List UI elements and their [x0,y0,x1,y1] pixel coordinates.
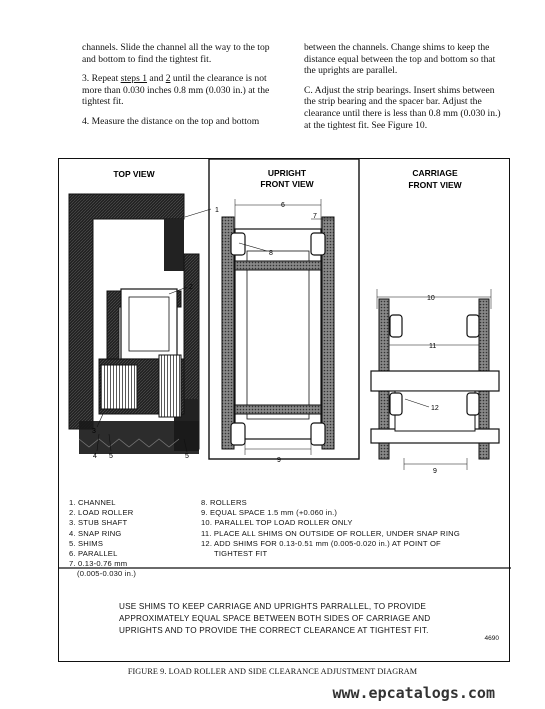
top-view-drawing [69,194,211,454]
legend-left-list [69,498,219,580]
legend-item: 4. SNAP RING [69,528,122,538]
upright-drawing [222,199,334,455]
step3-prefix: 3. Repeat [82,73,121,85]
callout-1: 1 [215,207,219,214]
legend-item: 11. PLACE ALL SHIMS ON OUTSIDE OF ROLLER, UNDER SNAP RING [201,528,460,538]
upright-front-view-title: FRONT VIEW [260,179,314,189]
left-paragraph-2 [82,73,282,108]
legend-item: 6. PARALLEL [69,549,118,559]
callout-12: 12 [431,405,439,412]
right-text-column [304,42,506,139]
carriage-front-view-title: FRONT VIEW [408,180,462,190]
legend-item: 10. PARALLEL TOP LOAD ROLLER ONLY [201,518,353,528]
callout-4: 4 [93,453,97,460]
watermark: www.epcatalogs.com [332,684,495,702]
callout-7: 7 [313,213,317,220]
callout-11: 11 [429,343,437,350]
steps-1-link[interactable]: steps 1 [120,73,148,85]
callout-6: 6 [281,202,285,209]
figure-caption: FIGURE 9. LOAD ROLLER AND SIDE CLEARANCE ADJUSTMENT DIAGRAM [127,667,418,676]
legend-item: 2. LOAD ROLLER [69,508,134,518]
legend-right-list [201,498,501,559]
callout-8: 8 [269,250,273,257]
callout-5b: 5 [185,453,189,460]
figure-9-frame [58,158,510,662]
right-paragraph-2: C. Adjust the strip bearings. Insert shims between the strip bearing and the spacer bar. Adjust the clearance until there is less than 0.8 mm (0.030 in.) at the tightest fit. See Figure 10. [304,84,501,131]
legend-item: 7. 0.13-0.76 mm [69,559,128,569]
legend-item: 8. ROLLERS [201,498,247,507]
callout-9a: 9 [277,457,281,464]
legend-item: (0.005-0.030 in.) [77,569,137,579]
shim-note: USE SHIMS TO KEEP CARRIAGE AND UPRIGHTS PARRALLEL, TO PROVIDE APPROXIMATELY EQUAL SPACE BETWEEN BOTH SIDES OF CARRIAGE AND UPRIGHTS AND TO PROVIDE THE CORRECT CLEARANCE AT TIGHTEST FIT. [119,602,431,635]
legend-item: TIGHTEST FIT [214,549,268,559]
callout-2: 2 [189,284,193,291]
figure-number: 4690 [484,635,499,642]
callout-9b: 9 [433,468,437,475]
top-view-title: TOP VIEW [113,169,155,179]
legend-item: 3. STUB SHAFT [69,518,128,528]
legend-item: 1. CHANNEL [69,498,116,507]
callout-10: 10 [427,295,435,302]
adjustment-diagram [59,159,511,663]
and-text: and [147,73,166,85]
left-text-column [82,42,282,136]
carriage-drawing [371,289,499,470]
callout-3: 3 [92,428,96,435]
left-paragraph-1: channels. Slide the channel all the way to the top and bottom to find the tightest fit. [82,42,270,65]
legend-item: 9. EQUAL SPACE 1.5 mm (+0.060 in.) [201,508,338,518]
upright-title: UPRIGHT [267,168,307,178]
legend-item: 12. ADD SHIMS FOR 0.13-0.51 mm (0.005-0.020 in.) AT POINT OF [201,538,441,548]
step-2-link[interactable]: 2 [165,73,171,85]
carriage-title: CARRIAGE [412,168,458,178]
left-paragraph-3: 4. Measure the distance on the top and bottom [82,115,260,127]
legend-item: 5. SHIMS [69,538,104,548]
step3-suffix: until the clearance is not more than 0.030 inches 0.8 mm (0.030 in.) at the tightest fit. [82,73,270,108]
right-paragraph-1: between the channels. Change shims to keep the distance equal between the top and bottom so that the uprights are parallel. [304,42,496,77]
callout-5a: 5 [109,453,113,460]
